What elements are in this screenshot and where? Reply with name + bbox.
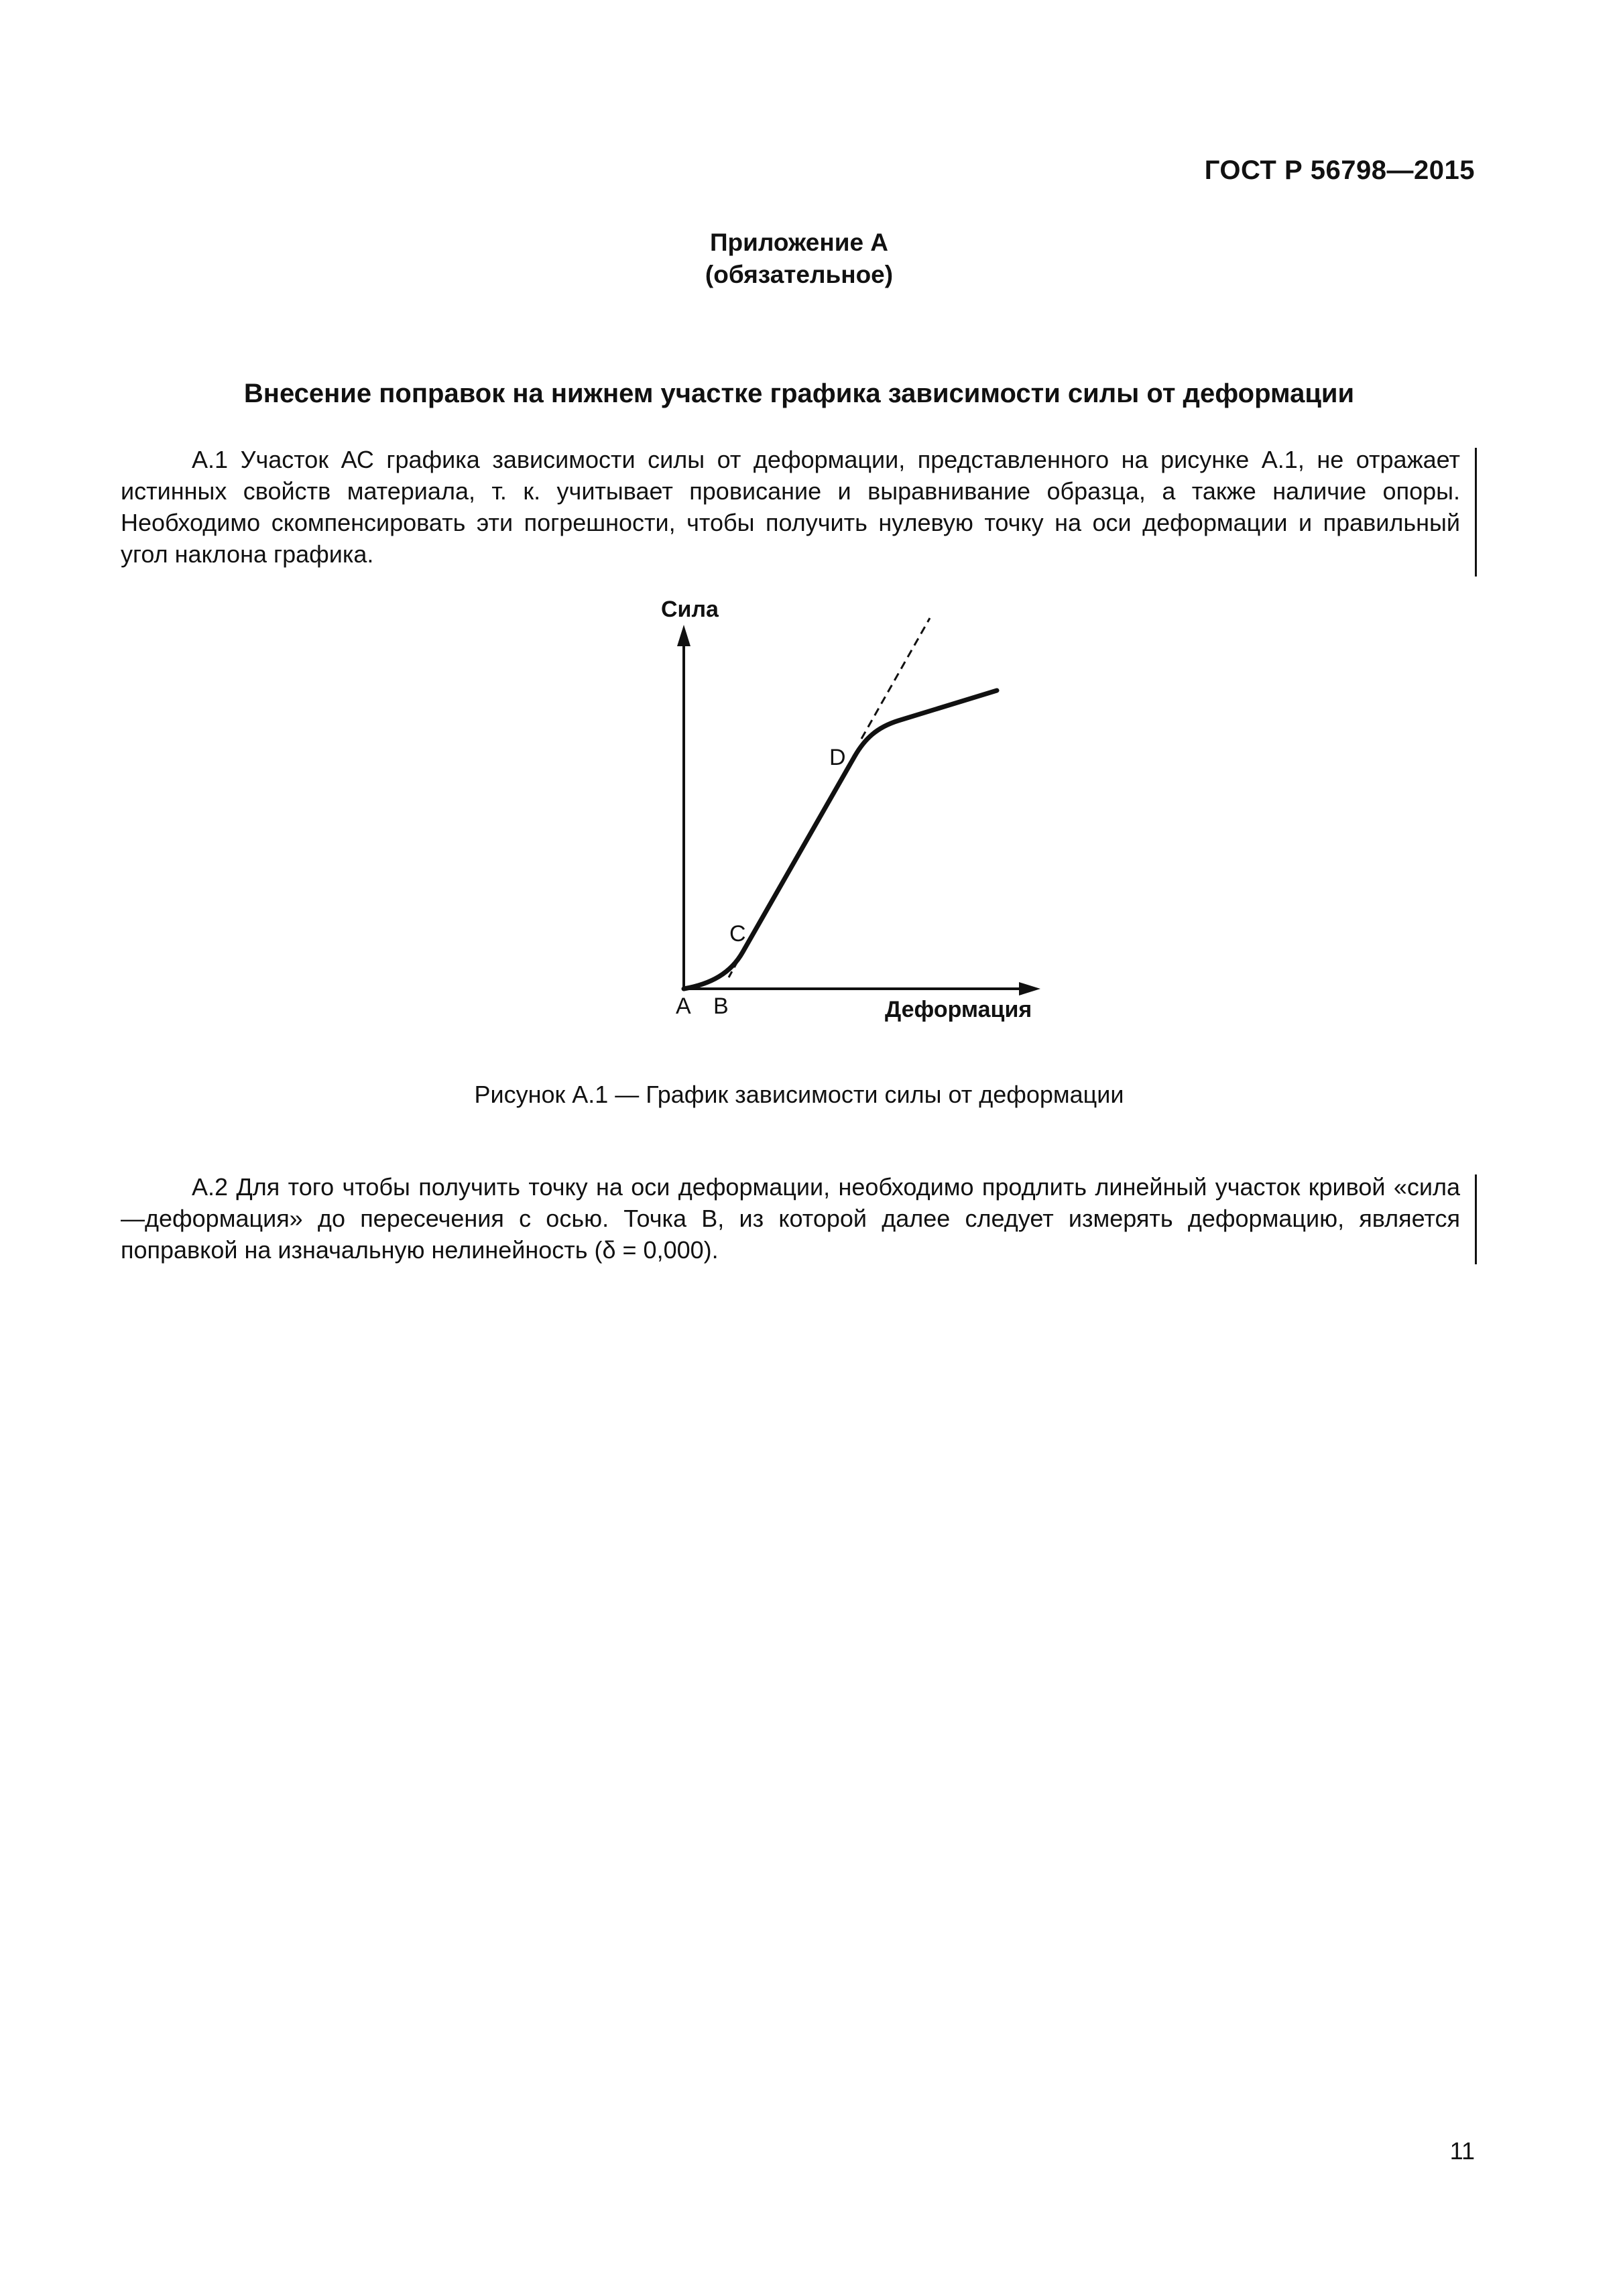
document-code: ГОСТ Р 56798—2015: [1204, 156, 1475, 185]
x-axis-arrow: [1019, 982, 1040, 995]
appendix-status: (обязательное): [705, 261, 894, 288]
point-b-label: В: [713, 993, 729, 1019]
point-d-label: D: [829, 745, 846, 770]
section-heading: Внесение поправок на нижнем участке графика зависимости силы от деформации: [243, 379, 1355, 408]
y-axis-arrow: [677, 625, 690, 646]
paragraph-a2: А.2 Для того чтобы получить точку на оси деформации, необходимо продлить линейный участок кривой «сила—деформация» до пересечения с осью. Точка В, из которой далее следует измерять деформацию, является поправкой на изначальную нелинейность (δ = 0,000).: [121, 1173, 1460, 1264]
y-axis-label: Сила: [661, 597, 719, 622]
point-a-label: А: [676, 993, 691, 1019]
change-bar: [1475, 1174, 1477, 1264]
figure-caption: Рисунок А.1 — График зависимости силы от деформации: [474, 1081, 1124, 1108]
appendix-title-block: [0, 227, 1598, 291]
paragraph-a1: А.1 Участок АС графика зависимости силы от деформации, представленного на рисунке А.1, не отражает истинных свойств материала, т. к. учитывает провисание и выравнивание образца, а также наличие опоры. Необходимо скомпенсировать эти погрешности, чтобы получить нулевую точку на оси деформации и правильный угол наклона графика.: [121, 446, 1460, 568]
page-number: 11: [1449, 2137, 1475, 2165]
force-deformation-figure: [630, 590, 1099, 1032]
change-bar: [1475, 448, 1477, 577]
point-c-label: С: [729, 921, 746, 947]
x-axis-label: Деформация: [885, 997, 1032, 1022]
appendix-title: Приложение А: [709, 229, 889, 256]
